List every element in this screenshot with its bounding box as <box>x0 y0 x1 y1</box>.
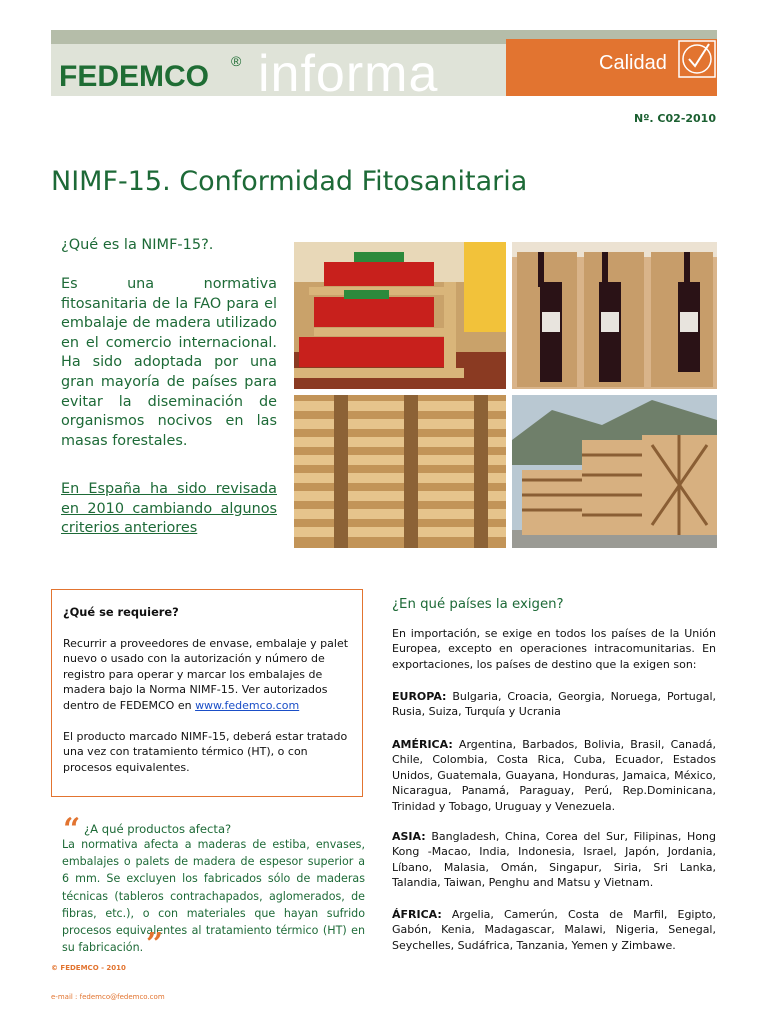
countries-intro: En importación, se exige en todos los países de la Unión Europea, excepto en operaciones intracomunitarias. En exportaciones, los países de destino que la exigen son: <box>392 627 716 671</box>
countries-title: ¿En qué países la exigen? <box>392 597 564 612</box>
fedemco-website-link[interactable]: www.fedemco.com <box>195 698 300 712</box>
page-title: NIMF-15. Conformidad Fitosanitaria <box>51 166 528 197</box>
intro-text: Es una normativa fitosanitaria de la FAO para el embalaje de madera utilizado en el comercio internacional. Ha sido adoptada por una gran mayoría de países para evitar la diseminación de organismos nocivos en las masas forestales. <box>61 276 277 449</box>
region-list: Bangladesh, China, Corea del Sur, Filipinas, Hong Kong -Macao, India, Indonesia, Israel, Japón, Jordania, Líbano, Malasia, Omán, Singapur, Siria, Sri Lanka, Talandia, Taiwan, Penghu and Matsu y Vietnam. <box>392 830 717 890</box>
publication-name: informa <box>258 45 439 103</box>
intro-highlight-link[interactable]: En España ha sido revisada en 2010 cambiando algunos criterios anteriores <box>61 481 277 537</box>
header-banner <box>51 30 717 103</box>
requirements-title: ¿Qué se requiere? <box>63 605 179 619</box>
section-label: Calidad <box>599 52 667 74</box>
open-quote-mark: “ <box>63 812 81 847</box>
brand-logo: FEDEMCO <box>59 60 209 93</box>
region-name: EUROPA: <box>392 690 447 703</box>
registered-mark: ® <box>231 53 242 69</box>
requirements-paragraph-2: El producto marcado NIMF-15, deberá estar tratado una vez con tratamiento térmico (HT), o con procesos equivalentes. <box>63 730 348 774</box>
region-list: Bulgaria, Croacia, Georgia, Noruega, Portugal, Rusia, Suiza, Turquía y Ucrania <box>392 690 717 719</box>
region-africa <box>392 907 716 953</box>
region-asia <box>392 829 716 891</box>
close-quote-mark: ” <box>146 927 164 962</box>
region-america <box>392 737 716 814</box>
banner-section-block <box>506 39 717 96</box>
region-name: ASIA: <box>392 830 426 843</box>
issue-number: Nº. C02-2010 <box>634 112 716 125</box>
intro-question: ¿Qué es la NIMF-15?. <box>61 237 214 253</box>
region-list: Argentina, Barbados, Bolivia, Brasil, Canadá, Chile, Colombia, Costa Rica, Cuba, Ecuador, Estados Unidos, Guatemala, Guayana, Honduras, Jamaica, México, Nicaragua, Panamá, Paraguay, Perú, Rep.Dominicana, Trinidad y Tobago, Uruguay y Venezuela. <box>392 738 716 813</box>
strawberry-crates-photo <box>294 242 506 389</box>
requirements-paragraph-1-text: Recurrir a proveedores de envase, embalaje y palet nuevo o usado con la autorización y número de registro para operar y marcar los embalajes de madera bajo la Norma NIMF-15. Ver autorizados dentro de FEDEMCO en <box>63 637 349 712</box>
requirements-box <box>51 589 363 797</box>
contact-email[interactable]: e-mail : fedemco@fedemco.com <box>51 993 165 1001</box>
products-title: ¿A qué productos afecta? <box>84 822 232 836</box>
region-name: AMÉRICA: <box>392 738 453 751</box>
region-europe <box>392 689 716 720</box>
wine-boxes-photo <box>512 242 717 389</box>
outdoor-pallets-photo <box>512 395 717 548</box>
copyright: © FEDEMCO - 2010 <box>51 964 126 972</box>
region-name: ÁFRICA: <box>392 908 442 921</box>
region-list: Argelia, Camerún, Costa de Marfil, Egipto, Gabón, Kenia, Madagascar, Malawi, Nigeria, Senegal, Seychelles, Sudáfrica, Tanzania, Yemen y Zimbawe. <box>392 908 716 952</box>
check-icon <box>678 40 716 78</box>
pallet-stack-photo <box>294 395 506 548</box>
products-text: La normativa afecta a maderas de estiba, envases, embalajes o palets de madera de espesor superior a 6 mm. Se excluyen los fabricados sólo de maderas técnicas (tableros contrachapados, aglomerados, de fibras, etc.), o con materiales que hayan sufrido procesos equivalentes al tratamiento térmico (HT) en su fabricación. <box>62 838 365 955</box>
requirements-paragraph-1 <box>63 636 352 713</box>
